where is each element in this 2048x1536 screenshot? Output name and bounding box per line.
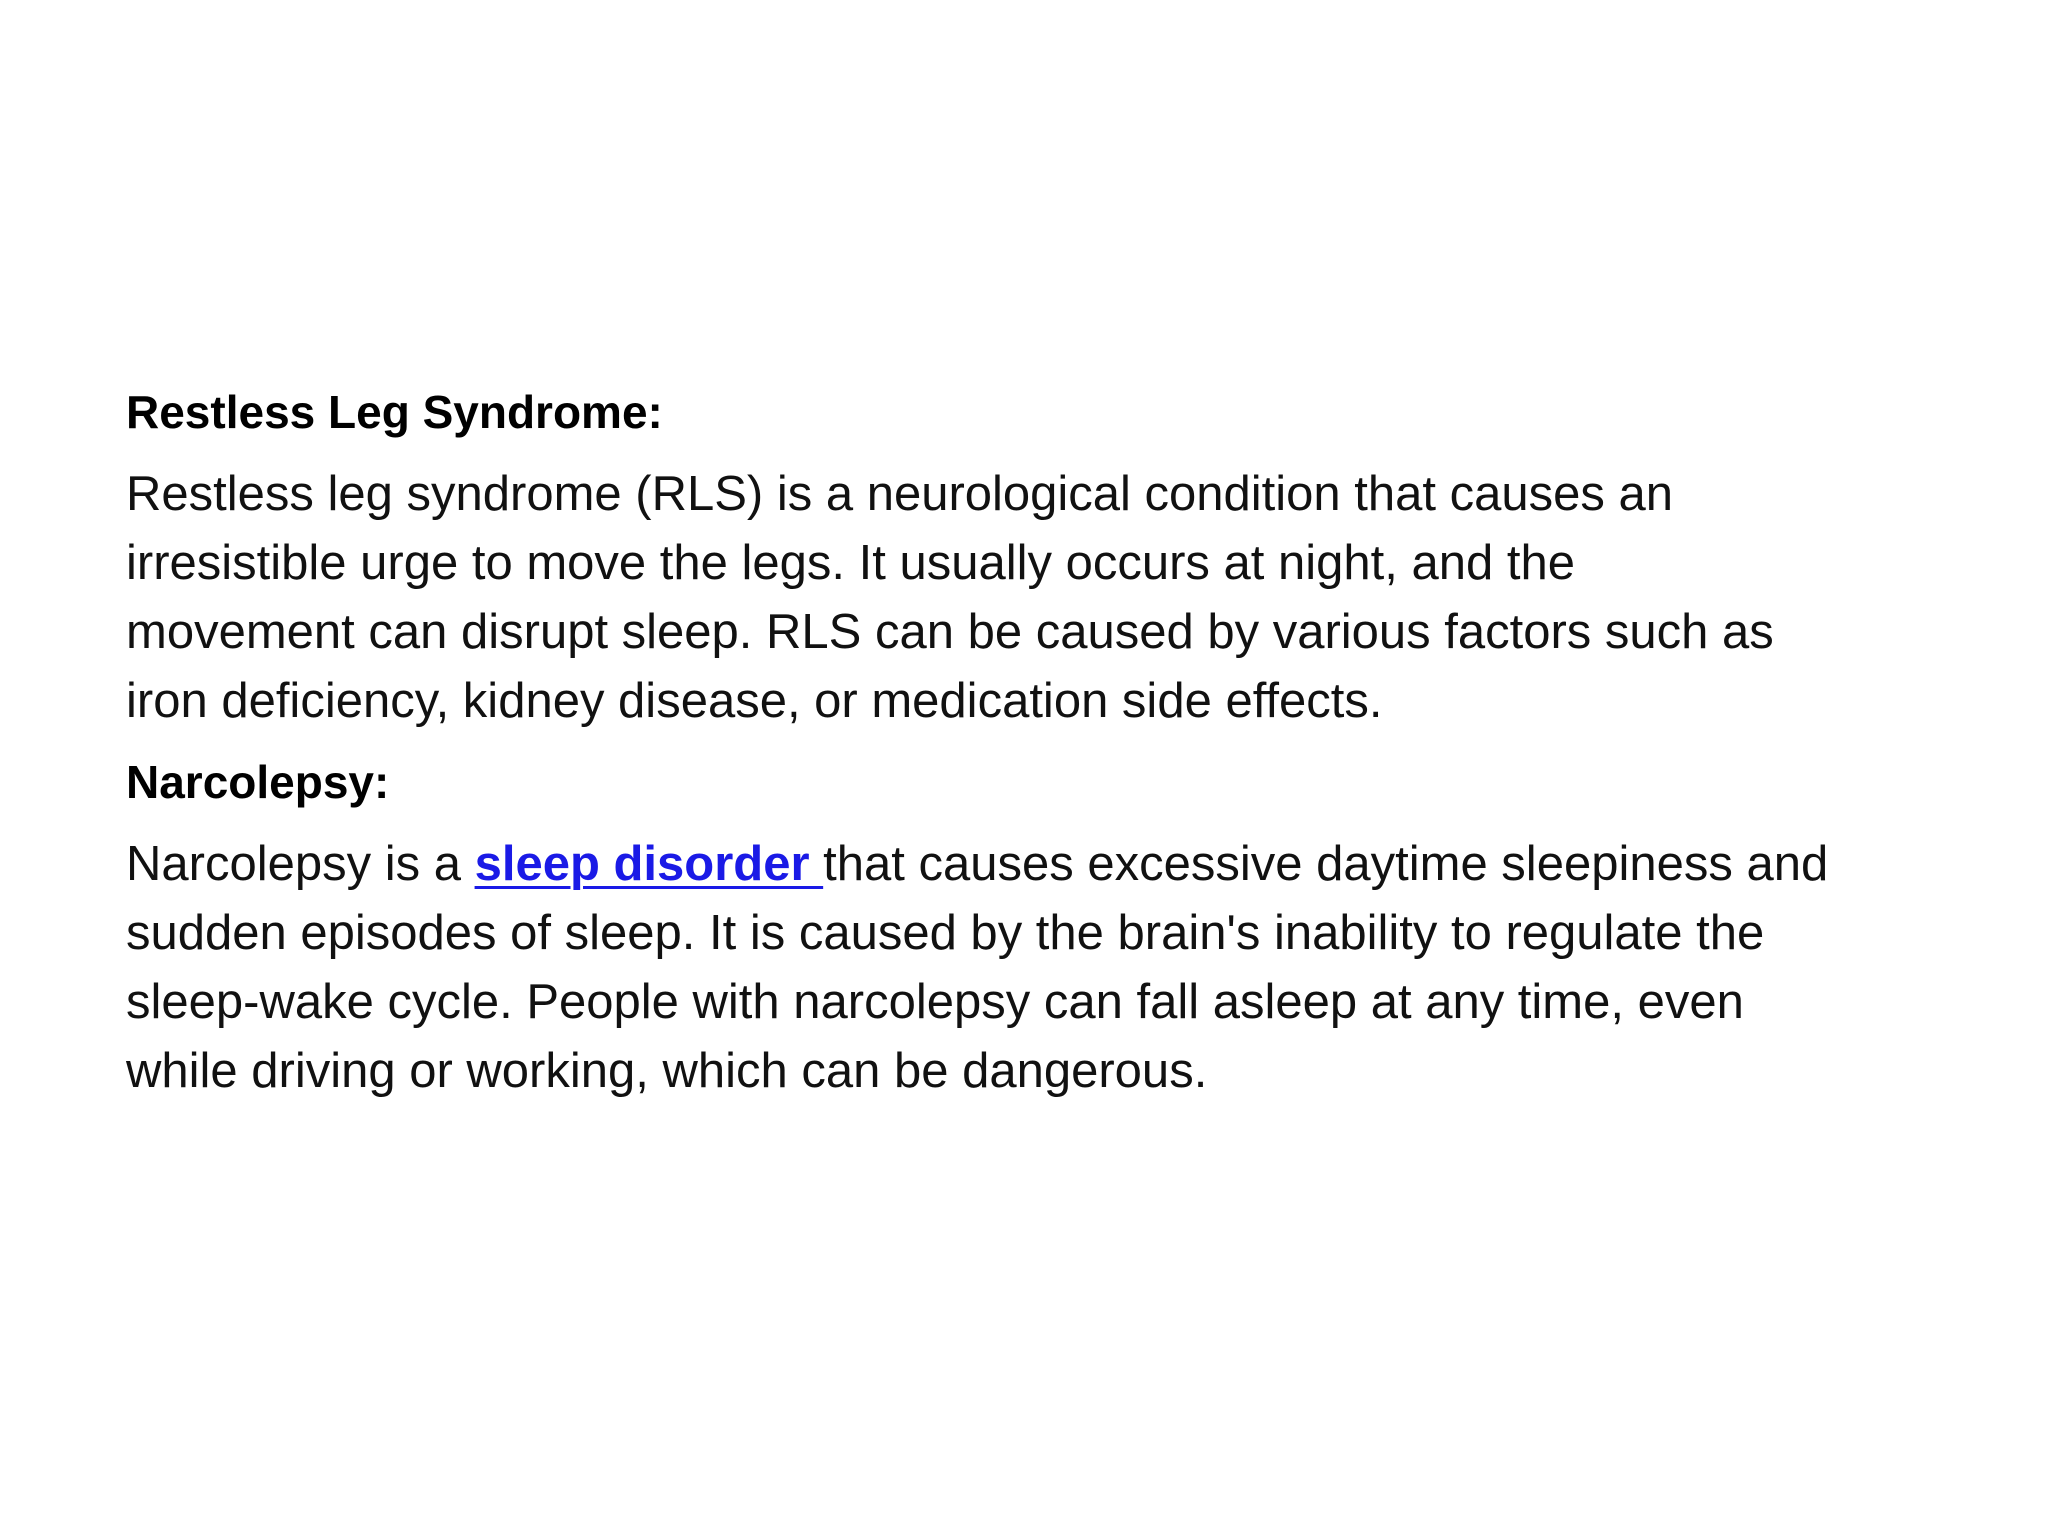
body-text-before-link: Narcolepsy is a <box>126 837 475 891</box>
section-body-rls <box>126 460 1946 736</box>
body-line-with-link <box>126 830 1946 899</box>
body-line: iron deficiency, kidney disease, or medication side effects. <box>126 674 1383 728</box>
body-line: movement can disrupt sleep. RLS can be caused by various factors such as <box>126 605 1774 659</box>
section-heading-rls: Restless Leg Syndrome: <box>126 386 663 438</box>
sleep-disorder-link[interactable]: sleep disorder <box>474 837 824 891</box>
slide-content <box>126 378 1946 1118</box>
section-heading-narcolepsy: Narcolepsy: <box>126 756 390 808</box>
body-line: sudden episodes of sleep. It is caused by the brain's inability to regulate the <box>126 906 1765 960</box>
body-line: while driving or working, which can be dangerous. <box>126 1044 1208 1098</box>
body-text-after-link: that causes excessive daytime sleepiness and <box>823 837 1829 891</box>
body-line: Restless leg syndrome (RLS) is a neurological condition that causes an <box>126 467 1674 521</box>
body-line: sleep-wake cycle. People with narcolepsy can fall asleep at any time, even <box>126 975 1744 1029</box>
section-body-narcolepsy <box>126 830 1946 1106</box>
body-line: irresistible urge to move the legs. It usually occurs at night, and the <box>126 536 1575 590</box>
